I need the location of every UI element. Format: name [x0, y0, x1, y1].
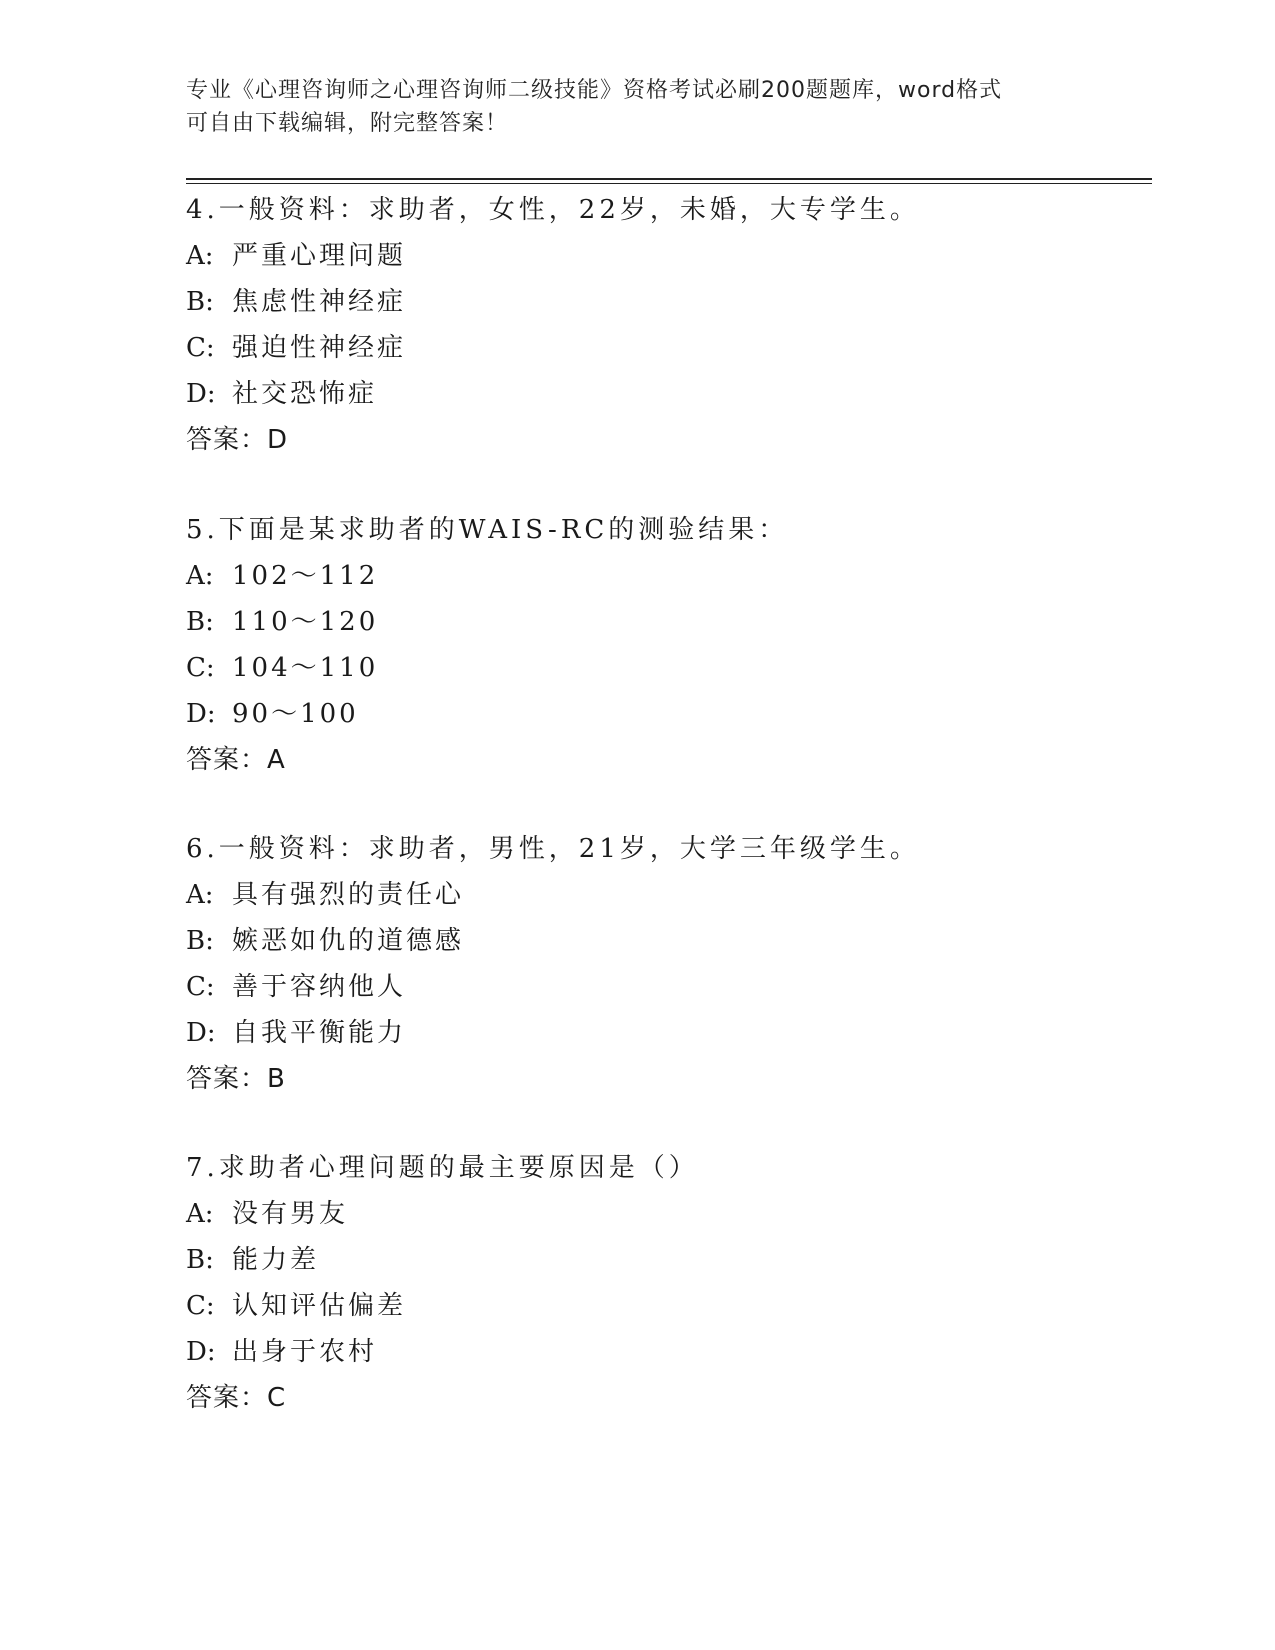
option-a	[186, 1191, 1146, 1237]
question-stem: 7.求助者心理问题的最主要原因是（）	[186, 1153, 699, 1183]
option-text: 社交恐怖症	[232, 379, 378, 409]
header-line-1: 专业《心理咨询师之心理咨询师二级技能》资格考试必刷200题题库，word格式	[186, 78, 1003, 103]
option-b	[186, 279, 1146, 325]
option-c	[186, 964, 1146, 1010]
option-c	[186, 645, 1146, 691]
option-label: C:	[186, 1291, 215, 1321]
option-text: 嫉恶如仇的道德感	[232, 926, 465, 956]
document-header	[186, 74, 1086, 140]
option-label: B:	[186, 607, 214, 637]
header-line-2: 可自由下载编辑，附完整答案！	[186, 111, 509, 136]
question-stem: 5.下面是某求助者的WAIS-RC的测验结果：	[186, 515, 789, 545]
answer: 答案：C	[186, 1383, 287, 1413]
option-label: D:	[186, 699, 216, 729]
option-c	[186, 325, 1146, 371]
option-a	[186, 553, 1146, 599]
header-divider-thin	[186, 183, 1152, 184]
option-text: 认知评估偏差	[232, 1291, 407, 1321]
question-7	[186, 1145, 1146, 1421]
option-text: 自我平衡能力	[232, 1018, 407, 1048]
option-d	[186, 1329, 1146, 1375]
option-text: 没有男友	[232, 1199, 349, 1229]
question-4	[186, 187, 1146, 463]
option-label: D:	[186, 1337, 216, 1367]
option-label: B:	[186, 1245, 214, 1275]
option-label: D:	[186, 379, 216, 409]
option-text: 强迫性神经症	[232, 333, 407, 363]
option-d	[186, 691, 1146, 737]
question-5	[186, 507, 1146, 783]
option-b	[186, 918, 1146, 964]
question-stem: 6.一般资料：求助者，男性，21岁，大学三年级学生。	[186, 834, 920, 864]
option-text: 焦虑性神经症	[232, 287, 407, 317]
option-label: C:	[186, 653, 215, 683]
option-d	[186, 1010, 1146, 1056]
option-label: A:	[186, 561, 214, 591]
question-stem: 4.一般资料：求助者，女性，22岁，未婚，大专学生。	[186, 195, 920, 225]
option-text: 善于容纳他人	[232, 972, 407, 1002]
answer: 答案：D	[186, 425, 289, 455]
option-c	[186, 1283, 1146, 1329]
option-label: D:	[186, 1018, 216, 1048]
option-text: 出身于农村	[232, 1337, 378, 1367]
option-text: 能力差	[232, 1245, 320, 1275]
option-b	[186, 1237, 1146, 1283]
option-text: 90～100	[232, 699, 359, 729]
option-label: C:	[186, 333, 215, 363]
option-text: 严重心理问题	[232, 241, 407, 271]
option-label: B:	[186, 287, 214, 317]
option-d	[186, 371, 1146, 417]
option-text: 102～112	[232, 561, 379, 591]
question-6	[186, 826, 1146, 1102]
option-text: 具有强烈的责任心	[232, 880, 465, 910]
option-label: A:	[186, 241, 214, 271]
answer: 答案：A	[186, 745, 286, 775]
option-label: B:	[186, 926, 214, 956]
option-label: C:	[186, 972, 215, 1002]
option-text: 104～110	[232, 653, 379, 683]
answer: 答案：B	[186, 1064, 286, 1094]
option-b	[186, 599, 1146, 645]
option-label: A:	[186, 880, 214, 910]
option-text: 110～120	[232, 607, 379, 637]
header-divider	[186, 178, 1152, 180]
option-label: A:	[186, 1199, 214, 1229]
option-a	[186, 872, 1146, 918]
option-a	[186, 233, 1146, 279]
